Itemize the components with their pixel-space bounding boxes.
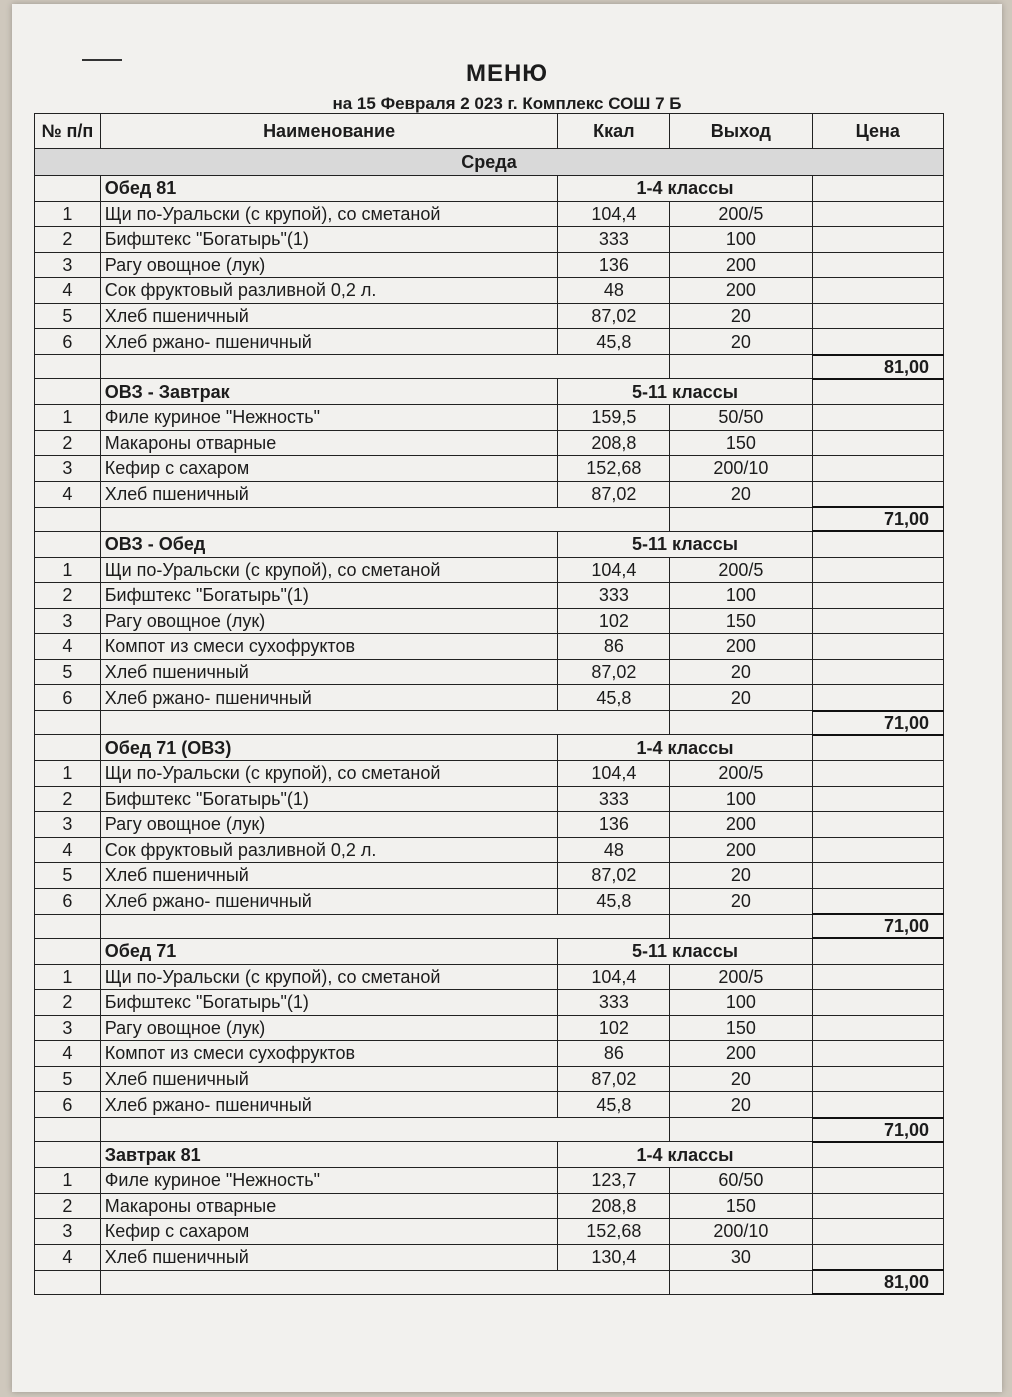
section-classes: 5-11 классы: [558, 379, 812, 405]
section-price-cell: [812, 1142, 943, 1168]
item-number: 3: [35, 608, 101, 634]
item-output: 200/10: [670, 1219, 812, 1245]
item-kcal: 136: [558, 252, 670, 278]
item-price: [812, 227, 943, 253]
item-output: 150: [670, 430, 812, 456]
item-kcal: 152,68: [558, 456, 670, 482]
table-row: [35, 557, 944, 583]
item-kcal: 333: [558, 990, 670, 1016]
item-name: Хлеб пшеничный: [100, 1244, 558, 1270]
item-number: 5: [35, 863, 101, 889]
item-name: Хлеб ржано- пшеничный: [100, 1092, 558, 1118]
item-price: [812, 1015, 943, 1041]
item-name: Сок фруктовый разливной 0,2 л.: [100, 837, 558, 863]
item-price: [812, 634, 943, 660]
item-price: [812, 1244, 943, 1270]
item-number: 2: [35, 1193, 101, 1219]
item-price: [812, 608, 943, 634]
column-header-number: № п/п: [35, 114, 101, 149]
section-name: Завтрак 81: [100, 1142, 558, 1168]
item-kcal: 130,4: [558, 1244, 670, 1270]
item-number: 6: [35, 685, 101, 711]
item-price: [812, 557, 943, 583]
item-name: Макароны отварные: [100, 430, 558, 456]
item-name: Щи по-Уральски (с крупой), со сметаной: [100, 964, 558, 990]
table-row: [35, 786, 944, 812]
column-header-price: Цена: [812, 114, 943, 149]
section-number-cell: [35, 1142, 101, 1168]
table-row: [35, 278, 944, 304]
section-header-row: [35, 735, 944, 761]
total-blank-cell: [100, 1270, 669, 1294]
item-number: 3: [35, 456, 101, 482]
item-kcal: 159,5: [558, 405, 670, 431]
day-row: [35, 149, 944, 176]
table-row: [35, 1219, 944, 1245]
section-price-cell: [812, 735, 943, 761]
item-output: 100: [670, 227, 812, 253]
section-total-price: 81,00: [812, 1270, 943, 1294]
item-name: Хлеб ржано- пшеничный: [100, 888, 558, 914]
item-kcal: 86: [558, 1041, 670, 1067]
item-name: Щи по-Уральски (с крупой), со сметаной: [100, 201, 558, 227]
table-row: [35, 252, 944, 278]
item-price: [812, 1066, 943, 1092]
total-blank-cell: [35, 914, 101, 938]
section-total-price: 71,00: [812, 507, 943, 531]
section-total-row: [35, 1270, 944, 1294]
total-blank-cell: [670, 1270, 812, 1294]
item-name: Кефир с сахаром: [100, 1219, 558, 1245]
item-output: 150: [670, 608, 812, 634]
item-name: Хлеб пшеничный: [100, 1066, 558, 1092]
section-number-cell: [35, 531, 101, 557]
item-number: 1: [35, 405, 101, 431]
total-blank-cell: [100, 711, 669, 735]
item-name: Сок фруктовый разливной 0,2 л.: [100, 278, 558, 304]
item-kcal: 86: [558, 634, 670, 660]
item-output: 60/50: [670, 1168, 812, 1194]
item-output: 20: [670, 888, 812, 914]
item-output: 200: [670, 812, 812, 838]
item-name: Бифштекс "Богатырь"(1): [100, 786, 558, 812]
item-output: 20: [670, 303, 812, 329]
section-total-row: [35, 914, 944, 938]
table-row: [35, 405, 944, 431]
table-row: [35, 1066, 944, 1092]
section-name: Обед 81: [100, 176, 558, 202]
item-number: 2: [35, 786, 101, 812]
item-number: 4: [35, 1244, 101, 1270]
table-row: [35, 964, 944, 990]
item-output: 200: [670, 278, 812, 304]
total-blank-cell: [35, 1118, 101, 1142]
item-output: 100: [670, 786, 812, 812]
item-price: [812, 761, 943, 787]
item-kcal: 123,7: [558, 1168, 670, 1194]
item-number: 1: [35, 761, 101, 787]
item-kcal: 87,02: [558, 481, 670, 507]
table-row: [35, 990, 944, 1016]
section-classes: 5-11 классы: [558, 531, 812, 557]
total-blank-cell: [100, 914, 669, 938]
item-number: 4: [35, 634, 101, 660]
item-output: 20: [670, 481, 812, 507]
item-name: Бифштекс "Богатырь"(1): [100, 990, 558, 1016]
item-name: Филе куриное "Нежность": [100, 405, 558, 431]
item-output: 200/5: [670, 964, 812, 990]
item-number: 5: [35, 1066, 101, 1092]
item-kcal: 48: [558, 278, 670, 304]
item-kcal: 333: [558, 786, 670, 812]
item-name: Щи по-Уральски (с крупой), со сметаной: [100, 761, 558, 787]
section-header-row: [35, 379, 944, 405]
item-kcal: 102: [558, 1015, 670, 1041]
total-blank-cell: [670, 507, 812, 531]
item-output: 20: [670, 863, 812, 889]
item-kcal: 45,8: [558, 329, 670, 355]
item-kcal: 87,02: [558, 303, 670, 329]
section-name: Обед 71: [100, 938, 558, 964]
item-kcal: 87,02: [558, 863, 670, 889]
item-price: [812, 786, 943, 812]
item-output: 100: [670, 583, 812, 609]
item-kcal: 104,4: [558, 557, 670, 583]
section-total-row: [35, 711, 944, 735]
table-row: [35, 1041, 944, 1067]
table-row: [35, 227, 944, 253]
item-name: Рагу овощное (лук): [100, 252, 558, 278]
item-number: 3: [35, 252, 101, 278]
item-output: 150: [670, 1193, 812, 1219]
section-classes: 1-4 классы: [558, 735, 812, 761]
item-kcal: 104,4: [558, 964, 670, 990]
item-number: 2: [35, 430, 101, 456]
page-subtitle: на 15 Февраля 2 023 г. Комплекс СОШ 7 Б: [332, 94, 682, 113]
table-row: [35, 481, 944, 507]
item-name: Филе куриное "Нежность": [100, 1168, 558, 1194]
item-output: 20: [670, 659, 812, 685]
section-total-row: [35, 507, 944, 531]
section-classes: 1-4 классы: [558, 176, 812, 202]
section-total-price: 71,00: [812, 711, 943, 735]
total-blank-cell: [670, 914, 812, 938]
table-row: [35, 761, 944, 787]
item-number: 5: [35, 303, 101, 329]
table-row: [35, 812, 944, 838]
item-price: [812, 1168, 943, 1194]
item-price: [812, 888, 943, 914]
item-kcal: 87,02: [558, 659, 670, 685]
menu-table: [34, 113, 944, 1295]
item-price: [812, 1219, 943, 1245]
table-row: [35, 1168, 944, 1194]
item-price: [812, 1193, 943, 1219]
section-header-row: [35, 176, 944, 202]
item-number: 6: [35, 1092, 101, 1118]
total-blank-cell: [35, 1270, 101, 1294]
section-name: Обед 71 (ОВЗ): [100, 735, 558, 761]
item-number: 2: [35, 227, 101, 253]
item-kcal: 208,8: [558, 1193, 670, 1219]
table-row: [35, 303, 944, 329]
total-blank-cell: [100, 507, 669, 531]
item-number: 1: [35, 1168, 101, 1194]
item-name: Рагу овощное (лук): [100, 1015, 558, 1041]
item-price: [812, 430, 943, 456]
item-name: Кефир с сахаром: [100, 456, 558, 482]
table-row: [35, 1092, 944, 1118]
item-name: Хлеб ржано- пшеничный: [100, 685, 558, 711]
item-name: Хлеб пшеничный: [100, 303, 558, 329]
section-classes: 5-11 классы: [558, 938, 812, 964]
table-row: [35, 863, 944, 889]
table-row: [35, 1015, 944, 1041]
item-price: [812, 1041, 943, 1067]
table-row: [35, 608, 944, 634]
section-price-cell: [812, 531, 943, 557]
section-price-cell: [812, 379, 943, 405]
item-output: 200/5: [670, 557, 812, 583]
item-name: Рагу овощное (лук): [100, 812, 558, 838]
section-price-cell: [812, 176, 943, 202]
item-kcal: 333: [558, 227, 670, 253]
item-number: 3: [35, 1015, 101, 1041]
item-number: 4: [35, 1041, 101, 1067]
item-price: [812, 303, 943, 329]
item-price: [812, 329, 943, 355]
section-total-price: 71,00: [812, 1118, 943, 1142]
item-number: 1: [35, 964, 101, 990]
item-output: 20: [670, 329, 812, 355]
item-price: [812, 278, 943, 304]
item-name: Хлеб пшеничный: [100, 863, 558, 889]
item-output: 200: [670, 252, 812, 278]
item-output: 200/5: [670, 201, 812, 227]
section-number-cell: [35, 938, 101, 964]
section-classes: 1-4 классы: [558, 1142, 812, 1168]
item-kcal: 208,8: [558, 430, 670, 456]
item-name: Хлеб ржано- пшеничный: [100, 329, 558, 355]
item-output: 200: [670, 1041, 812, 1067]
item-kcal: 104,4: [558, 201, 670, 227]
item-kcal: 45,8: [558, 1092, 670, 1118]
item-price: [812, 481, 943, 507]
menu-table-body: [35, 149, 944, 1295]
item-kcal: 45,8: [558, 685, 670, 711]
section-number-cell: [35, 176, 101, 202]
day-label: Среда: [35, 149, 944, 176]
item-price: [812, 456, 943, 482]
item-number: 1: [35, 557, 101, 583]
page-title: МЕНЮ: [465, 60, 549, 87]
table-row: [35, 201, 944, 227]
section-price-cell: [812, 938, 943, 964]
item-output: 200: [670, 634, 812, 660]
total-blank-cell: [670, 711, 812, 735]
total-blank-cell: [35, 355, 101, 379]
table-row: [35, 888, 944, 914]
item-name: Рагу овощное (лук): [100, 608, 558, 634]
item-price: [812, 685, 943, 711]
table-row: [35, 456, 944, 482]
section-total-price: 81,00: [812, 355, 943, 379]
total-blank-cell: [100, 355, 669, 379]
item-number: 1: [35, 201, 101, 227]
item-number: 3: [35, 812, 101, 838]
item-kcal: 87,02: [558, 1066, 670, 1092]
item-kcal: 48: [558, 837, 670, 863]
item-output: 200: [670, 837, 812, 863]
table-row: [35, 329, 944, 355]
item-output: 200/5: [670, 761, 812, 787]
item-output: 20: [670, 1066, 812, 1092]
item-output: 20: [670, 685, 812, 711]
section-number-cell: [35, 379, 101, 405]
total-blank-cell: [670, 1118, 812, 1142]
item-number: 4: [35, 837, 101, 863]
item-number: 3: [35, 1219, 101, 1245]
table-row: [35, 634, 944, 660]
total-blank-cell: [670, 355, 812, 379]
item-output: 50/50: [670, 405, 812, 431]
item-price: [812, 583, 943, 609]
item-name: Хлеб пшеничный: [100, 659, 558, 685]
item-price: [812, 252, 943, 278]
table-row: [35, 1244, 944, 1270]
table-row: [35, 837, 944, 863]
item-number: 6: [35, 329, 101, 355]
table-row: [35, 583, 944, 609]
item-kcal: 152,68: [558, 1219, 670, 1245]
section-name: ОВЗ - Завтрак: [100, 379, 558, 405]
item-kcal: 102: [558, 608, 670, 634]
item-output: 20: [670, 1092, 812, 1118]
total-blank-cell: [100, 1118, 669, 1142]
item-number: 5: [35, 659, 101, 685]
item-kcal: 104,4: [558, 761, 670, 787]
item-name: Бифштекс "Богатырь"(1): [100, 227, 558, 253]
item-number: 2: [35, 990, 101, 1016]
column-header-name: Наименование: [100, 114, 558, 149]
item-number: 6: [35, 888, 101, 914]
item-name: Хлеб пшеничный: [100, 481, 558, 507]
item-kcal: 45,8: [558, 888, 670, 914]
item-name: Компот из смеси сухофруктов: [100, 634, 558, 660]
item-price: [812, 812, 943, 838]
item-name: Бифштекс "Богатырь"(1): [100, 583, 558, 609]
item-number: 4: [35, 481, 101, 507]
item-price: [812, 1092, 943, 1118]
item-price: [812, 837, 943, 863]
section-number-cell: [35, 735, 101, 761]
section-header-row: [35, 938, 944, 964]
section-total-row: [35, 1118, 944, 1142]
total-blank-cell: [35, 507, 101, 531]
section-header-row: [35, 1142, 944, 1168]
section-name: ОВЗ - Обед: [100, 531, 558, 557]
item-price: [812, 659, 943, 685]
item-output: 150: [670, 1015, 812, 1041]
item-price: [812, 201, 943, 227]
item-price: [812, 405, 943, 431]
section-header-row: [35, 531, 944, 557]
item-output: 200/10: [670, 456, 812, 482]
item-price: [812, 964, 943, 990]
item-name: Компот из смеси сухофруктов: [100, 1041, 558, 1067]
table-row: [35, 659, 944, 685]
item-number: 4: [35, 278, 101, 304]
table-row: [35, 685, 944, 711]
section-total-price: 71,00: [812, 914, 943, 938]
item-number: 2: [35, 583, 101, 609]
table-row: [35, 430, 944, 456]
item-kcal: 136: [558, 812, 670, 838]
table-row: [35, 1193, 944, 1219]
item-price: [812, 863, 943, 889]
item-kcal: 333: [558, 583, 670, 609]
table-header-row: [35, 114, 944, 149]
item-price: [812, 990, 943, 1016]
column-header-kcal: Ккал: [558, 114, 670, 149]
item-name: Щи по-Уральски (с крупой), со сметаной: [100, 557, 558, 583]
section-total-row: [35, 355, 944, 379]
column-header-output: Выход: [670, 114, 812, 149]
item-output: 30: [670, 1244, 812, 1270]
item-name: Макароны отварные: [100, 1193, 558, 1219]
total-blank-cell: [35, 711, 101, 735]
item-output: 100: [670, 990, 812, 1016]
